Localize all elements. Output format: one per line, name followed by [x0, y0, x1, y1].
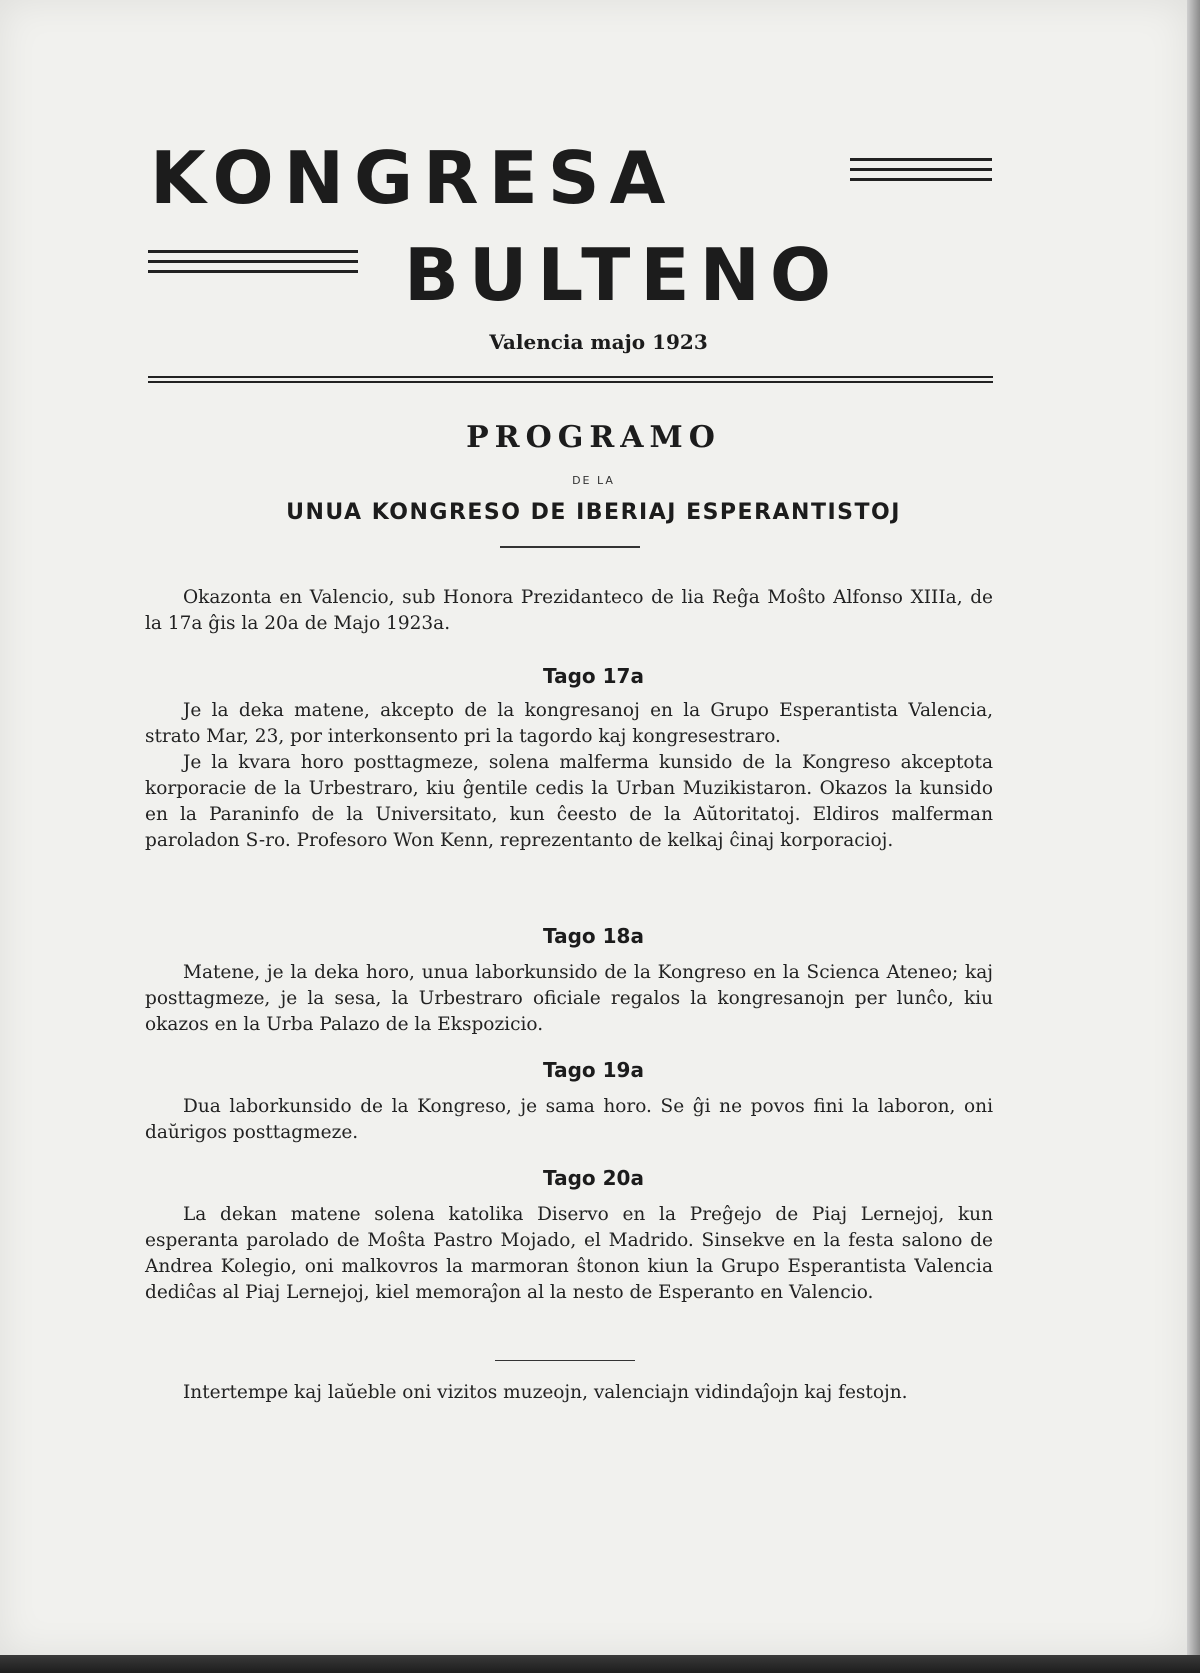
- closing-divider: [495, 1360, 635, 1361]
- program-title: PROGRAMO: [466, 420, 721, 455]
- decorative-rules-left: [148, 250, 358, 280]
- dateline: [0, 330, 1192, 354]
- intro-paragraph: [145, 585, 993, 637]
- day-heading-20: Tago 20a: [543, 1166, 644, 1190]
- masthead-title-line2: BULTENO: [404, 233, 842, 317]
- closing-paragraph: [145, 1380, 993, 1406]
- day-heading-17: Tago 17a: [543, 664, 644, 688]
- day-19-paragraph-1: Dua laborkunsido de la Kongreso, je sama horo. Se ĝi ne povos fini la laboron, oni daŭrigos posttagmeze.: [145, 1096, 993, 1143]
- masthead-title-line1: KONGRESA: [150, 136, 676, 220]
- day-18-paragraph-1: Matene, je la deka horo, unua laborkunsido de la Kongreso en la Scienca Ateneo; kaj posttagmeze, je la sesa, la Urbestraro oficiale regalos la kongresanojn per lunĉo, kiu okazos en la Urba Palazo de la Ekspozicio.: [145, 962, 993, 1035]
- program-subtitle: UNUA KONGRESO DE IBERIAJ ESPERANTISTOJ: [286, 500, 901, 525]
- closing-text: Intertempe kaj laŭeble oni vizitos muzeojn, valenciajn vidindaĵojn kaj festojn.: [183, 1382, 908, 1403]
- day-17-paragraph-1: Je la deka matene, akcepto de la kongresanoj en la Grupo Esperantista Valencia, strato Mar, 23, por interkonsento pri la tagordo kaj kongresestraro.: [145, 700, 993, 747]
- program-de-la: DE LA: [572, 474, 615, 487]
- day-20-paragraph-1: La dekan matene solena katolika Diservo en la Preĝejo de Piaj Lernejoj, kun esperanta parolado de Moŝta Pastro Mojado, el Madrido. Sinsekve en la festa salono de Andrea Kolegio, oni malkovros la marmoran ŝtonon kiun la Grupo Esperantista Valencia dediĉas al Piaj Lernejoj, kiel memoraĵon al la nesto de Esperanto en Valencio.: [145, 1204, 993, 1303]
- masthead-divider: [148, 376, 993, 386]
- dateline-text: Valencia majo 1923: [489, 330, 708, 354]
- decorative-rules-right: [850, 158, 992, 188]
- scan-bottom-edge: [0, 1655, 1200, 1673]
- day-18-text: [145, 960, 993, 1038]
- day-17-paragraph-2: Je la kvara horo posttagmeze, solena malferma kunsido de la Kongreso akceptota korporacie de la Urbestraro, kiu ĝentile cedis la Urban Muzikistaron. Okazos la kunsido en la Paraninfo de la Universitato, kun ĉeesto de la Aŭtoritatoj. Eldiros malferman paroladon S-ro. Profesoro Won Kenn, reprezentanto de kelkaj ĉinaj korporacioj.: [145, 752, 993, 851]
- day-heading-19: Tago 19a: [543, 1058, 644, 1082]
- intro-text: Okazonta en Valencio, sub Honora Prezidanteco de lia Reĝa Moŝto Alfonso XIIIa, de la 17a ĝis la 20a de Majo 1923a.: [145, 587, 993, 634]
- day-19-text: [145, 1094, 993, 1146]
- day-20-text: [145, 1202, 993, 1306]
- day-17-text: [145, 698, 993, 854]
- subtitle-divider: [500, 546, 640, 548]
- day-heading-18: Tago 18a: [543, 924, 644, 948]
- scan-right-edge: [1187, 0, 1200, 1655]
